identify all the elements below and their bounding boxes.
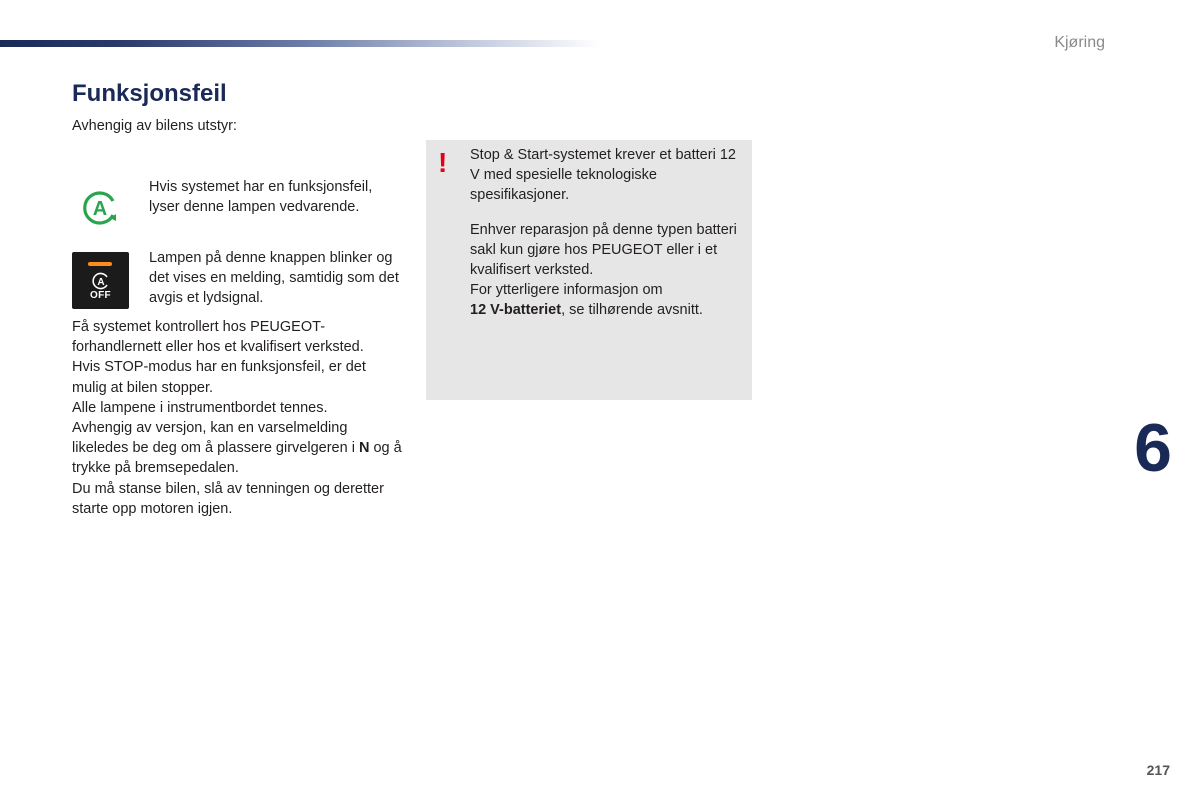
section-label: Kjøring	[1054, 34, 1105, 51]
body-line-1: Få systemet kontrollert hos PEUGEOT-forhandlernett eller hos et kvalifisert verksted.	[72, 319, 364, 356]
page-number: 217	[1146, 762, 1170, 778]
note-paragraph-2	[470, 220, 740, 321]
note-content	[470, 145, 740, 321]
body-line-4-post: og å trykke på bremsepedalen.	[72, 440, 402, 477]
item-text-1: Hvis systemet har en funksjonsfeil, lyser denne lampen vedvarende.	[149, 179, 373, 216]
note-paragraph-1: Stop & Start-systemet krever et batteri 12 V med spesielle teknologiske spesifikasjoner.	[470, 147, 736, 204]
note-paragraph-2-line-1: Enhver reparasjon på denne typen batteri sakl kun gjøre hos PEUGEOT eller i et kvalifisert verksted.	[470, 221, 737, 279]
stop-start-off-button-icon	[72, 252, 129, 309]
body-line-4	[72, 418, 402, 479]
body-line-3: Alle lampene i instrumentbordet tennes.	[72, 399, 328, 416]
note-paragraph-2-post: , se tilhørende avsnitt.	[561, 302, 703, 319]
auto-stop-icon	[91, 271, 111, 291]
off-label: OFF	[90, 290, 111, 301]
header-gradient-bar	[0, 40, 600, 47]
body-text	[72, 317, 402, 519]
battery-reference: 12 V-batteriet	[470, 302, 562, 319]
exclamation-icon: !	[438, 147, 448, 178]
auto-stop-warning-icon	[80, 188, 120, 228]
warning-note-box	[426, 140, 752, 400]
chapter-number: 6	[1134, 410, 1172, 486]
led-indicator	[88, 262, 112, 266]
note-paragraph-2-line-2: For ytterligere informasjon om	[470, 282, 663, 299]
subtitle: Avhengig av bilens utstyr:	[72, 118, 237, 134]
body-line-4-pre: Avhengig av versjon, kan en varselmelding likeledes be deg om å plassere girvelgeren i	[72, 420, 359, 457]
item-text-2: Lampen på denne knappen blinker og det vises en melding, samtidig som det avgis et lydsignal.	[149, 250, 399, 307]
svg-text:A: A	[92, 198, 108, 220]
gear-position-n: N	[358, 440, 370, 457]
page-title: Funksjonsfeil	[72, 80, 227, 107]
body-line-5: Du må stanse bilen, slå av tenningen og deretter starte opp motoren igjen.	[72, 480, 384, 517]
body-line-2: Hvis STOP-modus har en funksjonsfeil, er det mulig at bilen stopper.	[72, 359, 366, 396]
svg-text:A: A	[97, 277, 105, 288]
